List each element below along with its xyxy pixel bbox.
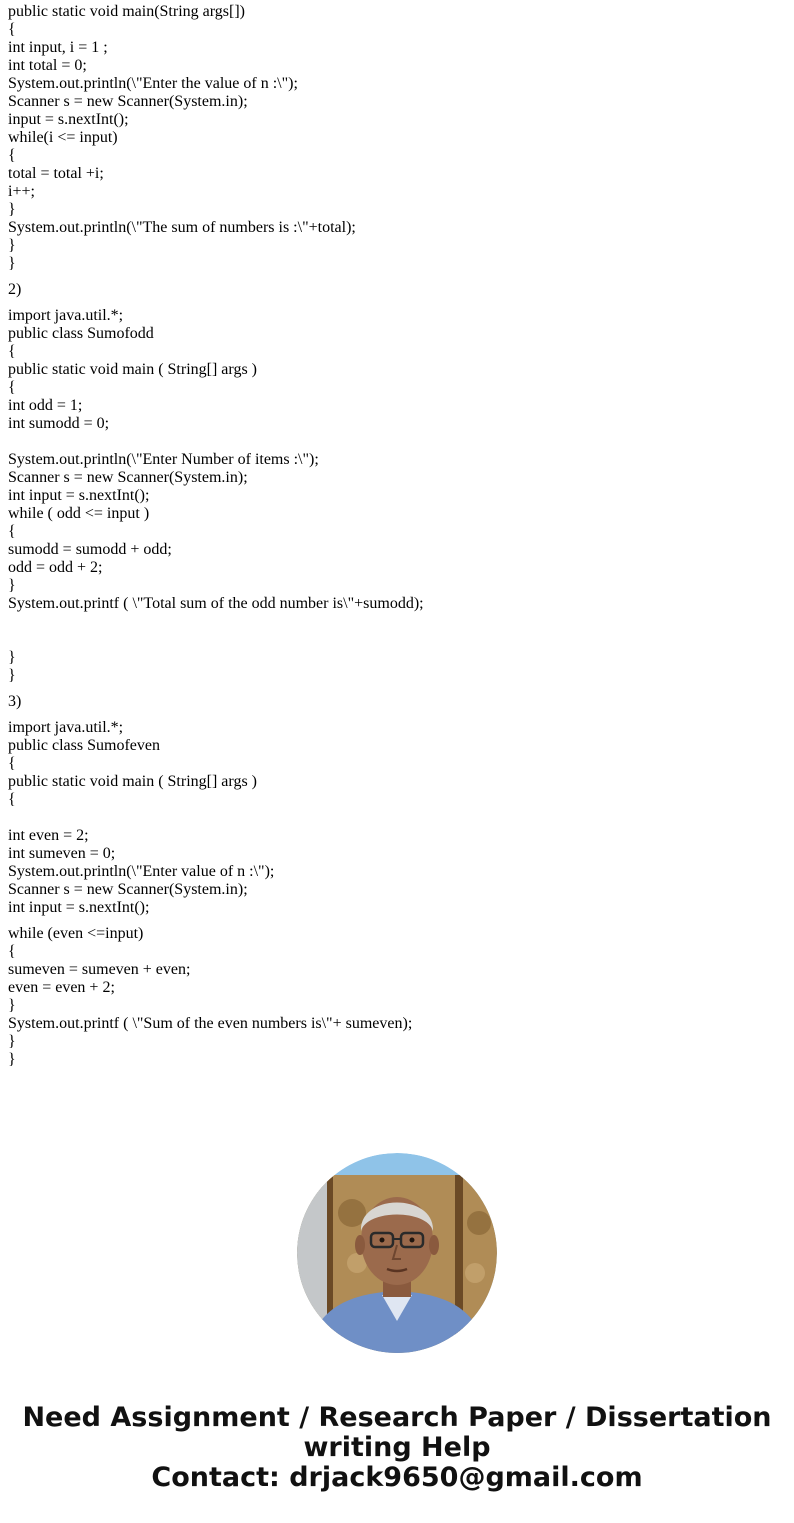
- program-2-code-head: [8, 307, 778, 433]
- code-line: }: [8, 1051, 16, 1068]
- code-line: }: [8, 1033, 16, 1050]
- code-line: {: [8, 21, 16, 38]
- code-line: Scanner s = new Scanner(System.in);: [8, 469, 248, 486]
- code-line: int total = 0;: [8, 57, 87, 74]
- promo-line-2: writing Help: [303, 1432, 491, 1463]
- code-line: public static void main ( String[] args ): [8, 773, 257, 790]
- code-line: {: [8, 147, 16, 164]
- code-line: import java.util.*;: [8, 307, 124, 324]
- promo-line-1: Need Assignment / Research Paper / Dissertation: [22, 1402, 772, 1433]
- section-label-3: 3): [8, 693, 22, 710]
- code-line: {: [8, 523, 16, 540]
- spacer: [8, 433, 778, 451]
- code-line: }: [8, 255, 16, 272]
- code-line: int input = s.nextInt();: [8, 487, 150, 504]
- code-line: Scanner s = new Scanner(System.in);: [8, 881, 248, 898]
- code-line: public static void main ( String[] args ): [8, 361, 257, 378]
- spacer: [8, 685, 778, 693]
- section-label-2: 2): [8, 281, 22, 298]
- code-line: while(i <= input): [8, 129, 118, 146]
- program-3-code-head: [8, 719, 778, 809]
- spacer: [8, 299, 778, 307]
- code-line: int sumeven = 0;: [8, 845, 116, 862]
- spacer: [8, 711, 778, 719]
- code-line: i++;: [8, 183, 35, 200]
- code-line: }: [8, 649, 16, 666]
- author-avatar: [297, 1153, 497, 1353]
- program-3-code-body: [8, 827, 778, 917]
- spacer: [8, 273, 778, 281]
- code-line: input = s.nextInt();: [8, 111, 129, 128]
- program-3-code-tail: [8, 925, 778, 1069]
- code-line: {: [8, 791, 16, 808]
- code-line: public static void main(String args[]): [8, 3, 245, 20]
- code-line: System.out.printf ( \"Total sum of the odd number is\"+sumodd);: [8, 595, 424, 612]
- code-line: {: [8, 943, 16, 960]
- code-line: int even = 2;: [8, 827, 89, 844]
- code-line: System.out.printf ( \"Sum of the even numbers is\"+ sumeven);: [8, 1015, 413, 1032]
- code-line: System.out.println(\"Enter Number of items :\");: [8, 451, 319, 468]
- code-line: Scanner s = new Scanner(System.in);: [8, 93, 248, 110]
- code-line: System.out.println(\"Enter the value of n :\");: [8, 75, 298, 92]
- code-line: public class Sumofodd: [8, 325, 154, 342]
- promo-contact: Contact: drjack9650@gmail.com: [151, 1462, 643, 1493]
- code-line: int input, i = 1 ;: [8, 39, 108, 56]
- code-line: int sumodd = 0;: [8, 415, 110, 432]
- code-line: public class Sumofeven: [8, 737, 160, 754]
- program-2-code-tail: [8, 649, 778, 685]
- promo-banner: [0, 1403, 794, 1493]
- code-line: odd = odd + 2;: [8, 559, 103, 576]
- code-line: while ( odd <= input ): [8, 505, 150, 522]
- code-line: sumeven = sumeven + even;: [8, 961, 191, 978]
- code-line: }: [8, 237, 16, 254]
- code-line: }: [8, 667, 16, 684]
- code-line: even = even + 2;: [8, 979, 115, 996]
- code-line: }: [8, 201, 16, 218]
- code-line: import java.util.*;: [8, 719, 124, 736]
- spacer: [8, 613, 778, 649]
- code-line: int input = s.nextInt();: [8, 899, 150, 916]
- code-line: int odd = 1;: [8, 397, 83, 414]
- code-line: {: [8, 379, 16, 396]
- spacer: [8, 917, 778, 925]
- code-line: System.out.println(\"The sum of numbers is :\"+total);: [8, 219, 356, 236]
- program-1-code: [8, 3, 778, 273]
- program-2-code-body: [8, 451, 778, 613]
- code-line: sumodd = sumodd + odd;: [8, 541, 172, 558]
- code-listing: [8, 3, 778, 1069]
- spacer: [8, 809, 778, 827]
- code-line: total = total +i;: [8, 165, 104, 182]
- code-line: {: [8, 755, 16, 772]
- code-line: {: [8, 343, 16, 360]
- code-line: System.out.println(\"Enter value of n :\");: [8, 863, 275, 880]
- code-line: while (even <=input): [8, 925, 144, 942]
- code-line: }: [8, 577, 16, 594]
- code-line: }: [8, 997, 16, 1014]
